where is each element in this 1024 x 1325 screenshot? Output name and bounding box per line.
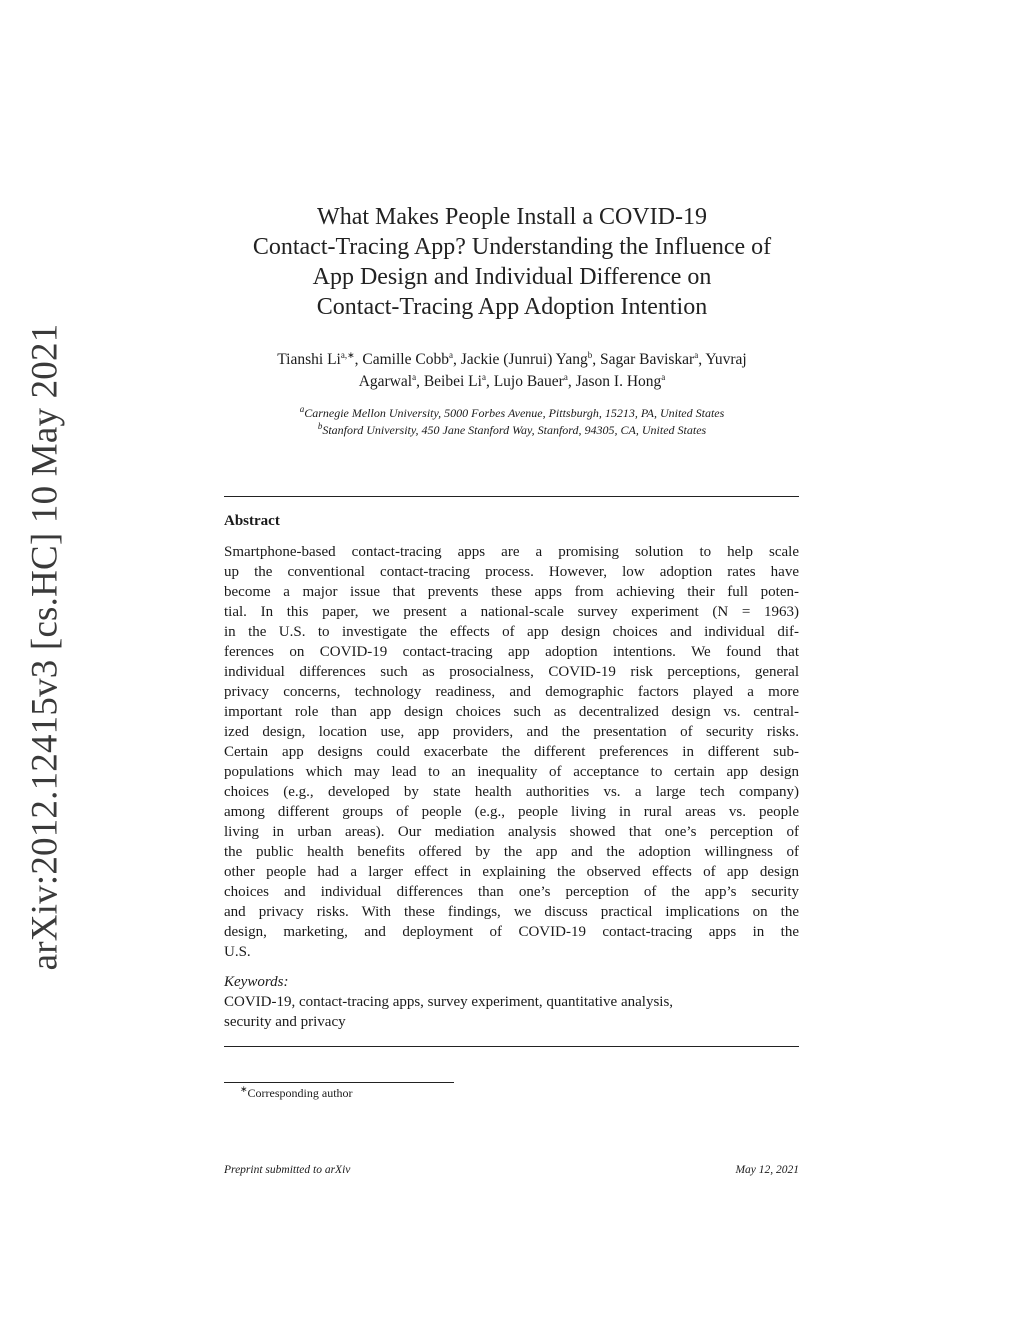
abstract-line: up the conventional contact-tracing process. However, low adoption rates have — [224, 564, 799, 580]
footnote-divider — [224, 1082, 454, 1083]
affiliation-mark: a — [299, 404, 305, 414]
keywords-section — [224, 972, 799, 1032]
abstract-line: individual differences such as prosocialness, COVID-19 risk perceptions, general — [224, 664, 799, 680]
abstract-line: ized design, location use, app providers, and the presentation of security risks. — [224, 724, 799, 740]
author-affil-mark: a — [481, 371, 486, 382]
abstract-line: other people had a larger effect in explaining the observed effects of app design — [224, 864, 799, 880]
author-name: Beibei Li — [423, 373, 482, 390]
author-separator: , — [567, 373, 576, 390]
author-affil-mark: a — [694, 349, 699, 360]
author-separator: , — [354, 351, 363, 368]
affiliation — [212, 405, 812, 422]
author-separator: , — [592, 351, 600, 368]
footnote — [240, 1086, 353, 1101]
author-name: Sagar Baviskar — [599, 351, 695, 368]
abstract-heading: Abstract — [224, 513, 280, 529]
keywords-label: Keywords: — [224, 974, 289, 990]
abstract-line: and privacy risks. With these findings, we discuss practical implications on the — [224, 904, 799, 920]
abstract-line: choices (e.g., developed by state health authorities vs. a large tech company) — [224, 784, 799, 800]
author-affil-mark: b — [587, 349, 593, 360]
author-affil-mark: a — [563, 371, 568, 382]
arxiv-identifier-stamp: arXiv:2012.12415v3 [cs.HC] 10 May 2021 — [24, 323, 66, 971]
affiliation-mark: b — [317, 421, 323, 431]
abstract-line: the public health benefits offered by the app and the adoption willingness of — [224, 844, 799, 860]
author-separator: , — [452, 351, 461, 368]
affiliation-list — [212, 405, 812, 439]
abstract-body — [224, 542, 799, 962]
abstract-line: among different groups of people (e.g., people living in rural areas vs. people — [224, 804, 799, 820]
title-line: Contact-Tracing App Adoption Intention — [316, 294, 708, 320]
preprint-date: May 12, 2021 — [735, 1164, 799, 1176]
author-name: Yuvraj — [705, 351, 747, 368]
paper-title — [212, 202, 812, 322]
abstract-line: choices and individual differences than one’s perception of the app’s security — [224, 884, 799, 900]
abstract-line: ferences on COVID-19 contact-tracing app adoption intentions. We found that — [224, 644, 799, 660]
author-line — [212, 349, 812, 371]
title-line: What Makes People Install a COVID-19 — [317, 204, 707, 230]
footnote-mark: ∗ — [240, 1084, 248, 1094]
footnote-text: Corresponding author — [247, 1086, 353, 1100]
author-separator: , — [485, 373, 494, 390]
abstract-line: Smartphone-based contact-tracing apps are a promising solution to help scale — [224, 544, 799, 560]
abstract-line: design, marketing, and deployment of COVID-19 contact-tracing apps in the — [224, 924, 799, 940]
top-divider — [224, 496, 799, 497]
abstract-line: become a major issue that prevents these apps from achieving their full poten- — [224, 584, 799, 600]
preprint-note: Preprint submitted to arXiv — [224, 1164, 351, 1176]
title-line: App Design and Individual Difference on — [312, 264, 712, 290]
abstract-line: U.S. — [224, 944, 251, 960]
keywords-line: COVID-19, contact-tracing apps, survey experiment, quantitative analysis, — [224, 994, 674, 1010]
author-name: Jason I. Hong — [575, 373, 662, 390]
author-name: Tianshi Li — [277, 351, 341, 368]
affiliation — [212, 422, 812, 439]
affiliation-text: Carnegie Mellon University, 5000 Forbes Avenue, Pittsburgh, 15213, PA, United States — [304, 406, 725, 420]
author-affil-mark: a,∗ — [340, 349, 355, 360]
author-affil-mark: a — [661, 371, 666, 382]
abstract-line: tial. In this paper, we present a national-scale survey experiment (N = 1963) — [224, 604, 799, 620]
abstract-line: living in urban areas). Our mediation analysis showed that one’s perception of — [224, 824, 799, 840]
keywords-line: security and privacy — [224, 1014, 346, 1030]
author-separator: , — [698, 351, 706, 368]
author-separator: , — [416, 373, 424, 390]
title-line: Contact-Tracing App? Understanding the Influence of — [252, 234, 772, 260]
author-name: Lujo Bauer — [493, 373, 564, 390]
author-name: Camille Cobb — [362, 351, 449, 368]
author-line — [212, 371, 812, 393]
abstract-line: populations which may lead to an inequality of acceptance to certain app design — [224, 764, 799, 780]
author-affil-mark: a — [448, 349, 453, 360]
author-name: Agarwal — [358, 373, 413, 390]
abstract-line: important role than app design choices such as decentralized design vs. central- — [224, 704, 799, 720]
abstract-line: in the U.S. to investigate the effects of app design choices and individual dif- — [224, 624, 799, 640]
author-list — [212, 349, 812, 393]
author-name: Jackie (Junrui) Yang — [460, 351, 588, 368]
author-affil-mark: a — [412, 371, 417, 382]
bottom-divider — [224, 1046, 799, 1047]
abstract-line: Certain app designs could exacerbate the different preferences in different sub- — [224, 744, 799, 760]
abstract-line: privacy concerns, technology readiness, and demographic factors played a more — [224, 684, 799, 700]
affiliation-text: Stanford University, 450 Jane Stanford Way, Stanford, 94305, CA, United States — [322, 423, 707, 437]
